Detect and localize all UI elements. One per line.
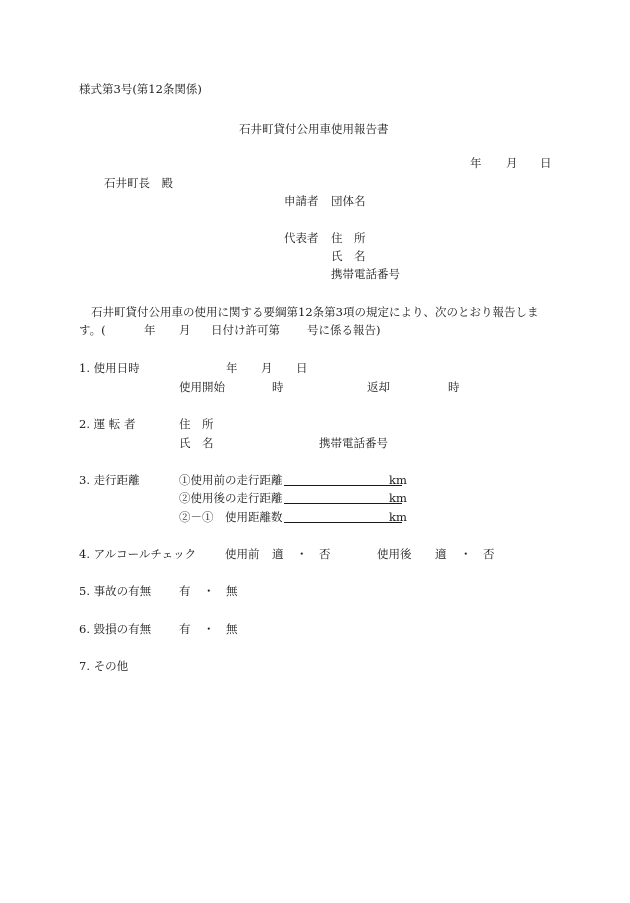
item-driver-name-label: 氏 名 — [179, 436, 214, 450]
date-year-label: 年 — [470, 156, 482, 170]
item-alcohol-after-label: 使用後 — [377, 547, 412, 561]
date-day-label: 日 — [540, 156, 552, 170]
item-alcohol-after-ng: 否 — [483, 547, 495, 561]
item-distance-after-underline — [284, 503, 390, 504]
representative-name-label: 氏 名 — [331, 249, 366, 263]
representative-phone-label: 携帯電話番号 — [331, 267, 400, 281]
item-damage-sep: ・ — [203, 622, 215, 636]
representative-address-label: 住 所 — [331, 231, 366, 245]
item-alcohol-before-ng: 否 — [319, 547, 331, 561]
item-distance-label: 3. 走行距離 — [79, 473, 140, 487]
item-date-return-label: 返却 — [367, 380, 390, 394]
item-date-day: 日 — [296, 361, 308, 375]
item-date-label: 1. 使用日時 — [79, 361, 140, 375]
item-damage-no: 無 — [226, 622, 238, 636]
item-distance-before-unit: km — [389, 473, 407, 487]
document-title: 石井町貸付公用車使用報告書 — [239, 122, 389, 136]
body-text-month: 月 — [179, 323, 191, 337]
item-distance-diff-unit: km — [389, 510, 407, 524]
item-distance-before-underline — [284, 485, 390, 486]
item-accident-label: 5. 事故の有無 — [79, 584, 152, 598]
item-alcohol-after-ok: 適 — [435, 547, 447, 561]
item-driver-phone-label: 携帯電話番号 — [319, 436, 388, 450]
item-distance-diff-unit-underline — [389, 522, 402, 523]
item-alcohol-label: 4. アルコールチェック — [79, 547, 197, 561]
body-text-year: 年 — [144, 323, 156, 337]
applicant-org-label: 団体名 — [331, 194, 366, 208]
item-distance-diff-label: ②－① 使用距離数 — [179, 510, 283, 524]
applicant-label: 申請者 — [284, 194, 319, 208]
addressee: 石井町長 殿 — [104, 176, 173, 190]
item-distance-after-unit: km — [389, 491, 407, 505]
representative-label: 代表者 — [284, 231, 319, 245]
item-distance-after-unit-underline — [389, 503, 402, 504]
item-alcohol-before-sep: ・ — [296, 547, 308, 561]
item-accident-yes: 有 — [179, 584, 191, 598]
item-accident-sep: ・ — [203, 584, 215, 598]
item-accident-no: 無 — [226, 584, 238, 598]
item-damage-label: 6. 毀損の有無 — [79, 622, 152, 636]
body-text-line2-start: す。( — [79, 323, 106, 337]
item-distance-diff-underline — [284, 522, 390, 523]
item-alcohol-before-ok: 適 — [272, 547, 284, 561]
item-date-month: 月 — [261, 361, 273, 375]
item-distance-before-unit-underline — [389, 485, 402, 486]
item-distance-before-label: ①使用前の走行距離 — [179, 473, 283, 487]
item-date-start-hour: 時 — [272, 380, 284, 394]
body-text-end: 号に係る報告) — [307, 323, 381, 337]
item-other-label: 7. その他 — [79, 659, 129, 673]
body-text-line1: 石井町貸付公用車の使用に関する要綱第12条第3項の規定により、次のとおり報告しま — [91, 305, 539, 319]
item-driver-label: 2. 運 転 者 — [79, 417, 136, 431]
item-distance-after-label: ②使用後の走行距離 — [179, 491, 283, 505]
item-date-year: 年 — [226, 361, 238, 375]
date-month-label: 月 — [506, 156, 518, 170]
body-text-day-permit: 日付け許可第 — [211, 323, 280, 337]
item-date-return-hour: 時 — [448, 380, 460, 394]
item-damage-yes: 有 — [179, 622, 191, 636]
form-number: 様式第3号(第12条関係) — [79, 82, 202, 96]
item-driver-address-label: 住 所 — [179, 417, 214, 431]
item-alcohol-after-sep: ・ — [460, 547, 472, 561]
item-alcohol-before-label: 使用前 — [225, 547, 260, 561]
item-date-start-label: 使用開始 — [179, 380, 225, 394]
